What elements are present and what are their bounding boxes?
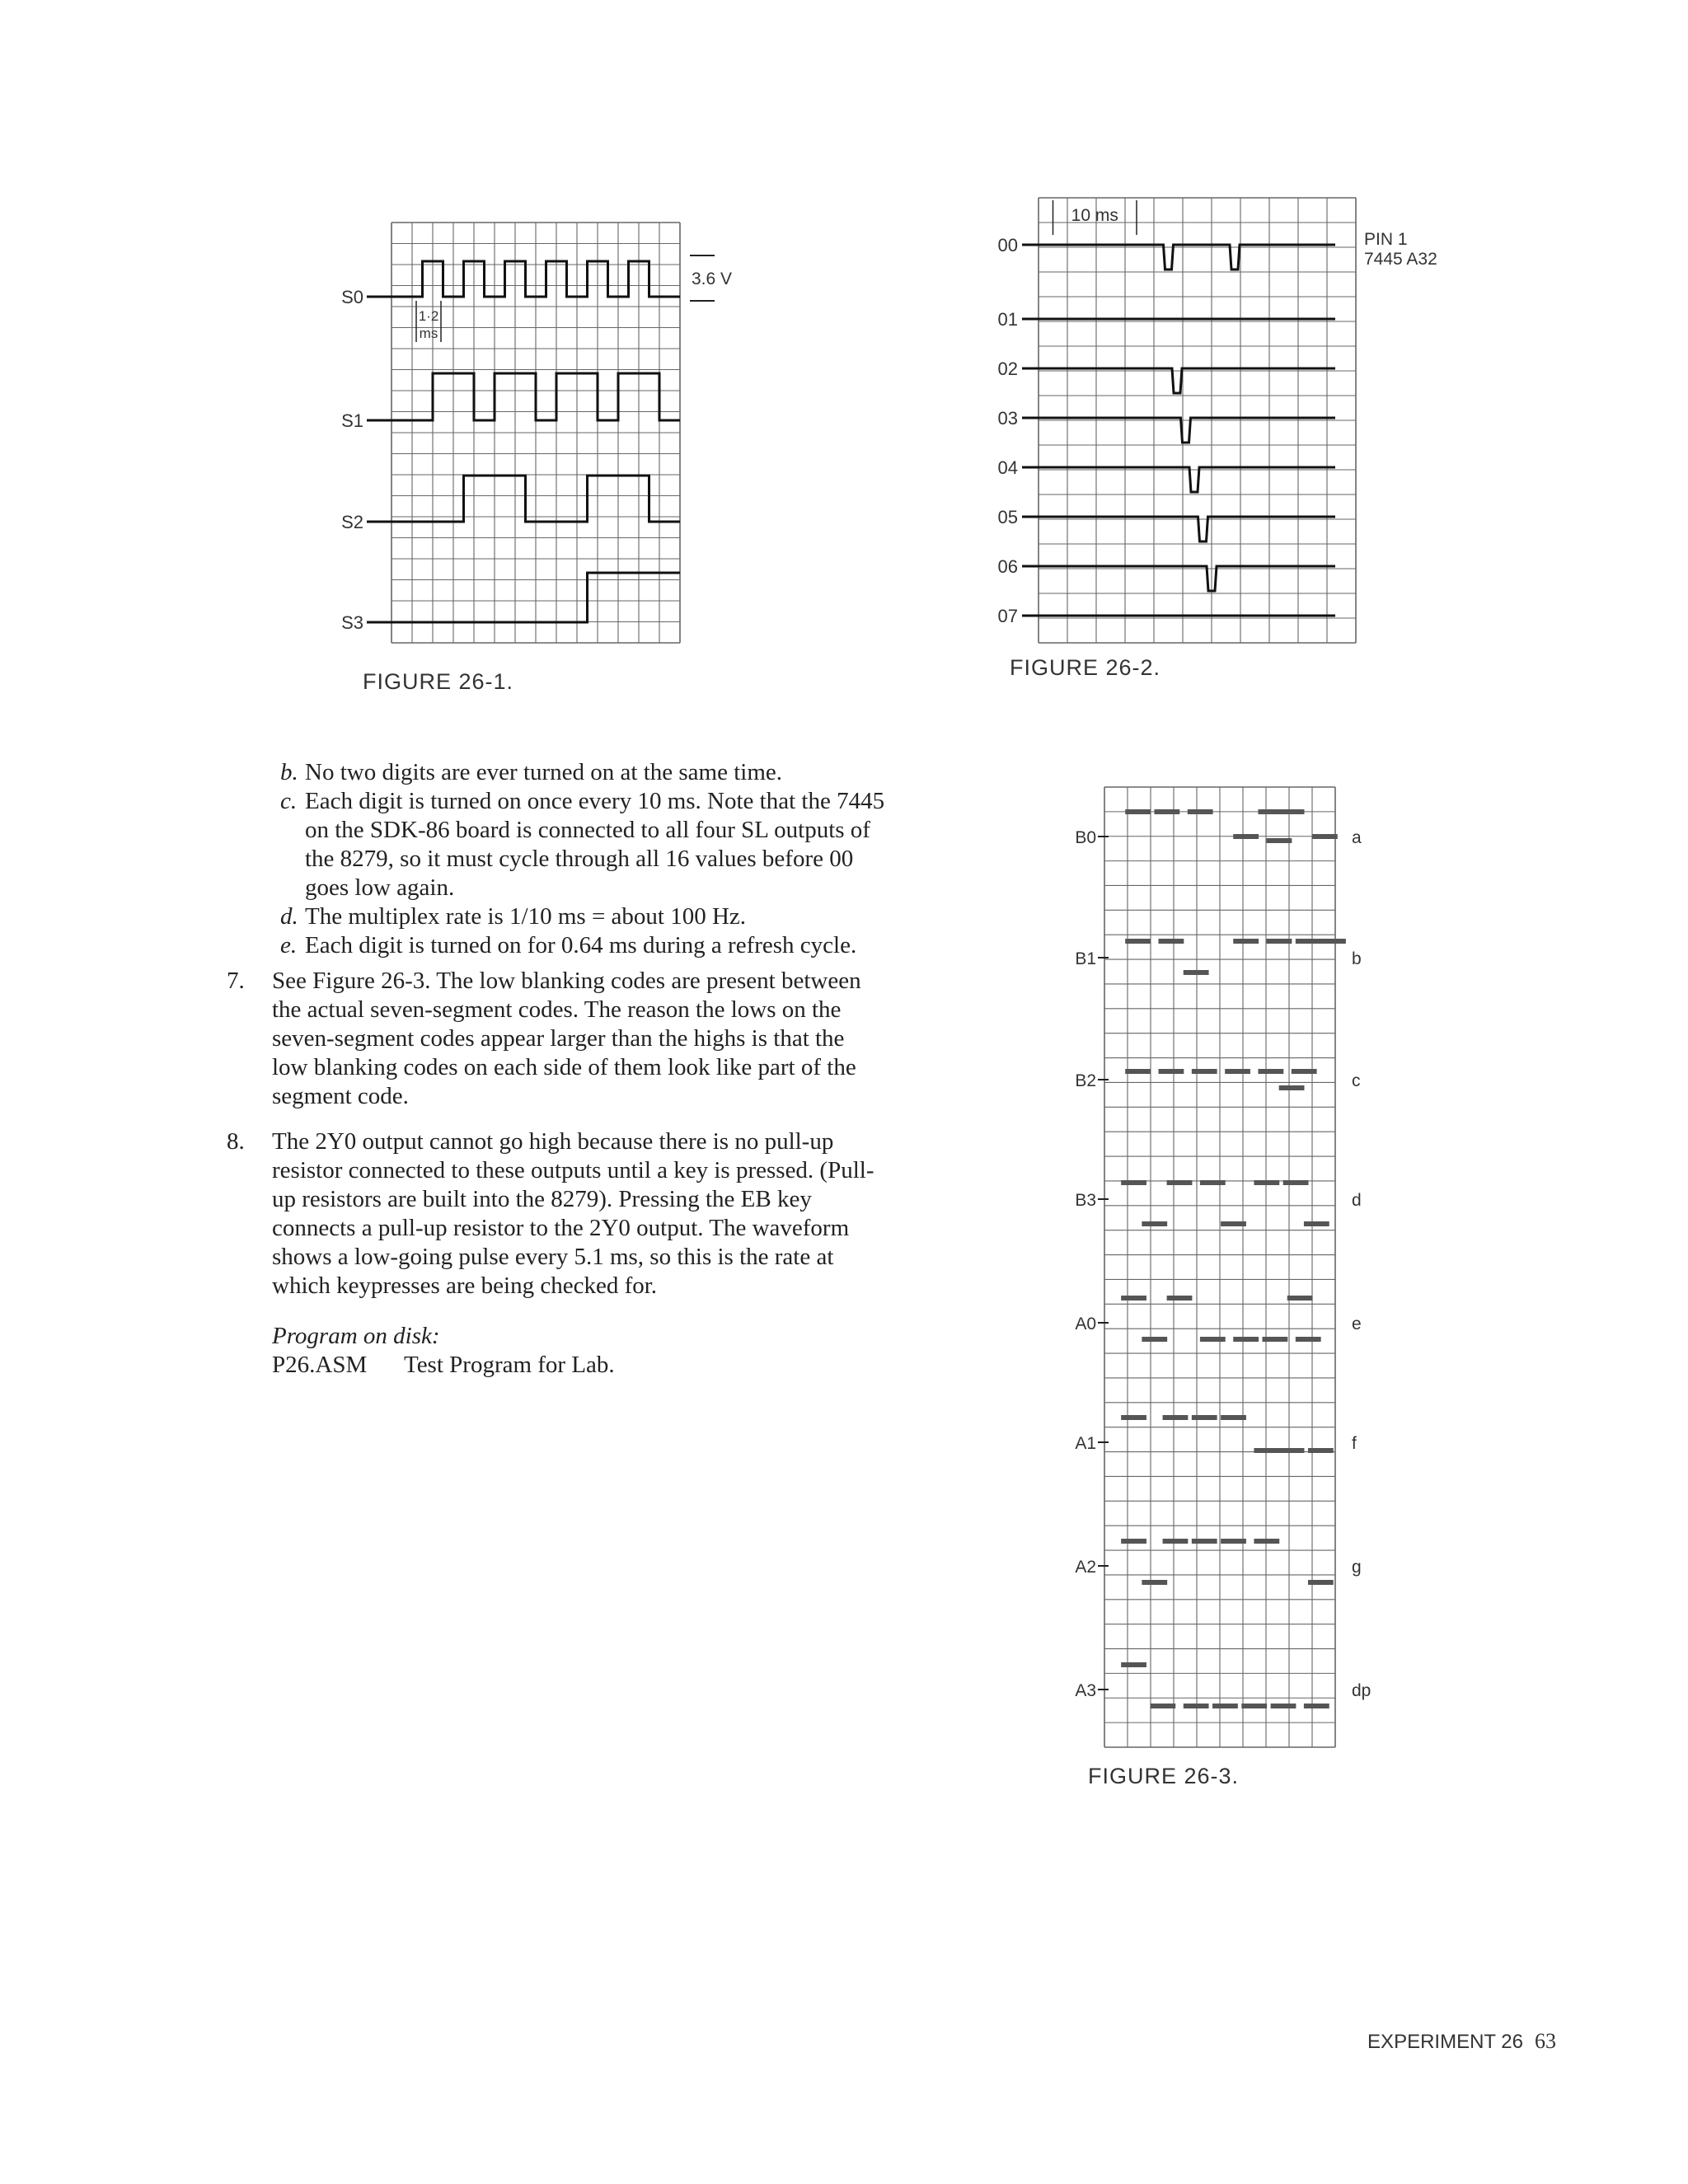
segment-bar-b1-1 <box>1159 939 1184 944</box>
label-07: 07 <box>997 606 1018 626</box>
answer-e-text: Each digit is turned on for 0.64 ms during a refresh cycle. <box>305 932 857 958</box>
answer-d-marker: d. <box>280 903 298 930</box>
segment-bar-a2-3 <box>1221 1539 1246 1544</box>
label-03: 03 <box>997 408 1018 429</box>
label-05: 05 <box>997 507 1018 527</box>
segment-bar-b3-5 <box>1142 1221 1167 1226</box>
segment-bar-b2-4 <box>1258 1069 1283 1074</box>
trace-03 <box>1022 418 1335 443</box>
segment-bar-a1-5 <box>1279 1448 1305 1453</box>
segment-dp: dp <box>1352 1681 1372 1700</box>
segment-e: e <box>1352 1315 1362 1333</box>
segment-bar-a2-5 <box>1142 1580 1167 1585</box>
answer-d-text: The multiplex rate is 1/10 ms = about 100 Hz. <box>305 903 747 930</box>
segment-bar-b0-5 <box>1233 834 1259 839</box>
answer-b <box>272 758 886 787</box>
label-a3: A3 <box>1075 1681 1096 1700</box>
pin-label-line1: PIN 1 <box>1364 230 1408 249</box>
segment-bar-a0-7 <box>1296 1337 1321 1342</box>
segment-bar-b1-2 <box>1233 939 1259 944</box>
item-8-marker: 8. <box>227 1128 245 1155</box>
trace-06 <box>1022 566 1335 591</box>
segment-bar-a2-6 <box>1308 1580 1334 1585</box>
figure-26-3-scope <box>1047 783 1393 1755</box>
program-description: Test Program for Lab. <box>404 1352 615 1378</box>
answer-c-marker: c. <box>280 788 298 814</box>
program-line <box>272 1351 886 1380</box>
segment-bar-a1-6 <box>1308 1448 1334 1453</box>
time-label: 10 ms <box>1071 206 1118 225</box>
segment-bar-b0-4 <box>1279 809 1305 814</box>
segment-bar-b1-4 <box>1296 939 1321 944</box>
trace-s1 <box>367 373 680 420</box>
item-7-text: See Figure 26-3. The low blanking codes are present between the actual seven-segment codes. The reason the lows on the seven-segment codes appear larger than the highs is that the low blanking codes on each side of them look like part of the segment code. <box>272 968 861 1109</box>
label-b1: B1 <box>1075 949 1096 968</box>
segment-bar-b0-7 <box>1267 838 1292 843</box>
segment-bar-a0-6 <box>1263 1337 1288 1342</box>
figure-26-2-caption: FIGURE 26-2. <box>1010 655 1161 680</box>
program-heading: Program on disk: <box>272 1323 440 1349</box>
segment-bar-a3-4 <box>1241 1704 1267 1708</box>
trace-s0 <box>367 261 680 297</box>
segment-bar-b0-6 <box>1312 834 1338 839</box>
trace-04 <box>1022 467 1335 492</box>
item-8 <box>227 1127 886 1301</box>
figure-26-2-scope <box>997 194 1459 655</box>
segment-bar-a3-2 <box>1184 1704 1209 1708</box>
answer-d <box>272 902 886 931</box>
experiment-label: EXPERIMENT 26 <box>1367 2031 1523 2053</box>
voltage-label: 3.6 V <box>692 269 733 288</box>
label-06: 06 <box>997 556 1018 577</box>
segment-bar-a1-1 <box>1163 1415 1189 1420</box>
label-b3: B3 <box>1075 1191 1096 1210</box>
label-a1: A1 <box>1075 1434 1096 1453</box>
segment-bar-b1-0 <box>1125 939 1151 944</box>
segment-b: b <box>1352 949 1362 968</box>
segment-bar-b3-2 <box>1200 1180 1226 1185</box>
figure-26-3-caption: FIGURE 26-3. <box>1088 1764 1240 1788</box>
segment-bar-a0-0 <box>1121 1296 1146 1301</box>
trace-02 <box>1022 368 1335 393</box>
segment-bar-b3-4 <box>1283 1180 1309 1185</box>
trace-05 <box>1022 517 1335 541</box>
label-a2: A2 <box>1075 1558 1096 1577</box>
segment-a: a <box>1352 828 1362 847</box>
label-s0: S0 <box>341 287 363 307</box>
trace-s2 <box>367 476 680 522</box>
segment-bar-b2-2 <box>1192 1069 1217 1074</box>
figure-26-3-grid <box>1104 787 1335 1747</box>
segment-bar-b0-2 <box>1188 809 1213 814</box>
segment-bar-a0-4 <box>1200 1337 1226 1342</box>
figure-26-1 <box>341 218 775 655</box>
segment-bar-a3-5 <box>1271 1704 1296 1708</box>
segment-bar-a3-6 <box>1304 1704 1329 1708</box>
segment-bar-b2-0 <box>1125 1069 1151 1074</box>
segment-bar-a0-3 <box>1142 1337 1167 1342</box>
program-on-disk <box>272 1322 886 1380</box>
answer-c-text: Each digit is turned on once every 10 ms. Note that the 7445 on the SDK-86 board is connected to all four SL outputs of the 8279, so it must cycle through all 16 values before 00 goes low again. <box>305 788 885 901</box>
item-8-text: The 2Y0 output cannot go high because there is no pull-up resistor connected to these outputs until a key is pressed. (Pull-up resistors are built into the 8279). Pressing the EB key connects a pull-up resistor to the 2Y0 output. The waveform shows a low-going pulse every 5.1 ms, so this is the rate at which keypresses are being checked for. <box>272 1128 874 1299</box>
label-a0: A0 <box>1075 1315 1096 1333</box>
segment-bar-b0-0 <box>1125 809 1151 814</box>
figure-26-2-grid <box>1039 198 1356 643</box>
segment-d: d <box>1352 1191 1362 1210</box>
segment-bar-b2-6 <box>1279 1085 1305 1090</box>
answer-c <box>272 787 886 902</box>
segment-g: g <box>1352 1558 1362 1577</box>
program-file: P26.ASM <box>272 1352 368 1378</box>
label-04: 04 <box>997 457 1018 478</box>
answer-text <box>227 758 886 1380</box>
segment-bar-b0-1 <box>1154 809 1179 814</box>
answer-e <box>272 931 886 960</box>
answer-b-text: No two digits are ever turned on at the same time. <box>305 759 783 785</box>
label-b2: B2 <box>1075 1071 1096 1090</box>
segment-bar-b2-3 <box>1225 1069 1250 1074</box>
pin-label-line2: 7445 A32 <box>1364 250 1437 269</box>
segment-bar-b3-3 <box>1254 1180 1279 1185</box>
label-01: 01 <box>997 309 1018 330</box>
item-7 <box>227 967 886 1111</box>
segment-bar-b2-1 <box>1159 1069 1184 1074</box>
segment-bar-a1-4 <box>1254 1448 1279 1453</box>
segment-c: c <box>1352 1071 1361 1090</box>
figure-26-1-caption: FIGURE 26-1. <box>363 669 514 694</box>
answer-b-marker: b. <box>280 759 298 785</box>
trace-00 <box>1022 245 1335 269</box>
label-s2: S2 <box>341 512 363 532</box>
time-label-unit: ms <box>419 326 438 341</box>
segment-bar-b3-6 <box>1221 1221 1246 1226</box>
segment-bar-b3-0 <box>1121 1180 1146 1185</box>
figure-26-1-grid <box>392 223 680 643</box>
segment-bar-a3-1 <box>1150 1704 1175 1708</box>
page-number: 63 <box>1535 2029 1556 2053</box>
time-label-value: 1·2 <box>418 308 439 324</box>
segment-bar-a3-3 <box>1212 1704 1238 1708</box>
segment-bar-a2-0 <box>1121 1539 1146 1544</box>
segment-bar-a3-0 <box>1121 1662 1146 1667</box>
segment-bar-a0-1 <box>1167 1296 1193 1301</box>
segment-bar-a2-2 <box>1192 1539 1217 1544</box>
segment-bar-a2-1 <box>1163 1539 1189 1544</box>
segment-bar-b3-1 <box>1167 1180 1193 1185</box>
segment-bar-b1-6 <box>1184 970 1209 975</box>
label-00: 00 <box>997 235 1018 255</box>
item-7-marker: 7. <box>227 968 245 994</box>
segment-bar-b2-5 <box>1292 1069 1317 1074</box>
segment-bar-a0-5 <box>1233 1337 1259 1342</box>
segment-bar-a0-2 <box>1287 1296 1313 1301</box>
label-b0: B0 <box>1075 828 1096 847</box>
answer-e-marker: e. <box>280 932 298 958</box>
label-s3: S3 <box>341 612 363 633</box>
label-02: 02 <box>997 359 1018 379</box>
segment-bar-b3-7 <box>1304 1221 1329 1226</box>
figure-26-3 <box>1047 783 1393 1755</box>
segment-bar-a2-4 <box>1254 1539 1279 1544</box>
label-s1: S1 <box>341 410 363 431</box>
segment-bar-a1-0 <box>1121 1415 1146 1420</box>
figure-26-1-scope <box>341 218 775 655</box>
segment-bar-b1-3 <box>1267 939 1292 944</box>
segment-bar-b1-5 <box>1320 939 1346 944</box>
segment-bar-a1-3 <box>1221 1415 1246 1420</box>
segment-bar-a1-2 <box>1192 1415 1217 1420</box>
page-footer <box>1367 2029 1556 2054</box>
figure-26-2 <box>997 194 1459 655</box>
segment-f: f <box>1352 1434 1357 1453</box>
